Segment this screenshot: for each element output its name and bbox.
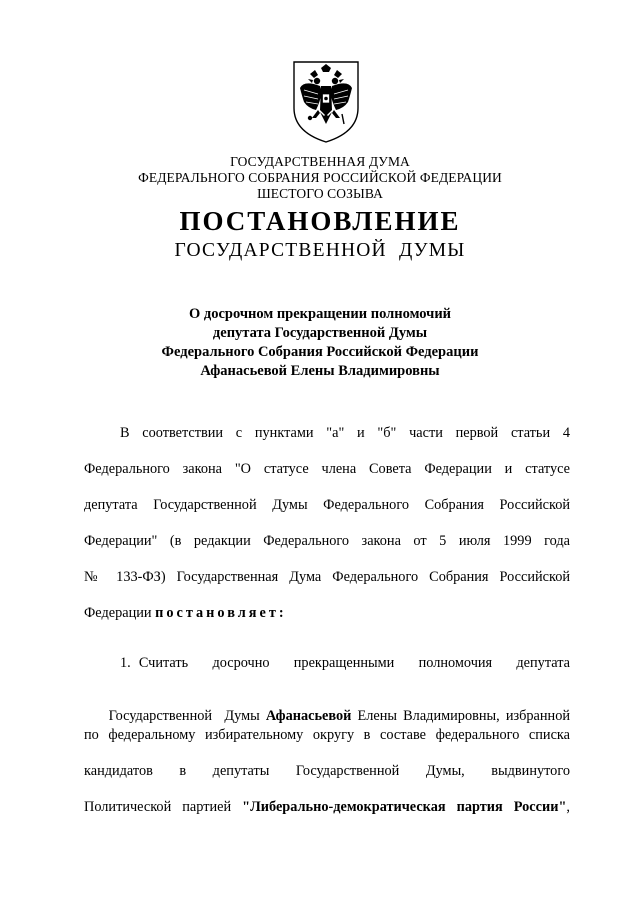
- subject-line-4: Афанасьевой Елены Владимировны: [200, 363, 440, 379]
- issuer-line-3: ШЕСТОГО СОЗЫВА: [257, 186, 383, 201]
- preamble-line-3: депутата Государственной Думы Федерального Собрания Российской: [84, 497, 570, 513]
- issuer-line-2: ФЕДЕРАЛЬНОГО СОБРАНИЯ РОССИЙСКОЙ ФЕДЕРАЦИИ: [138, 170, 502, 185]
- point-1-line-3: по федеральному избирательному округу в составе федерального списка: [84, 727, 570, 743]
- preamble-line-6: [84, 605, 570, 622]
- point-1-line-4: кандидатов в депутаты Государственной Думы, выдвинутого: [84, 763, 570, 779]
- document-subject: [0, 305, 640, 381]
- coat-of-arms-icon: [290, 58, 362, 144]
- preamble-line-4: Федерации" (в редакции Федерального закона от 5 июля 1999 года: [84, 533, 570, 549]
- subject-line-3: Федерального Собрания Российской Федерации: [161, 344, 479, 360]
- point-1-line-2-a: Государственной Думы: [108, 708, 266, 724]
- resolves-word: постановляет:: [155, 605, 287, 621]
- subject-line-1: О досрочном прекращении полномочий: [188, 306, 452, 322]
- point-1-line-5-b: ,: [566, 799, 570, 815]
- document-title: ПОСТАНОВЛЕНИЕ: [179, 206, 461, 236]
- point-1-line-2-b: Елены Владимировны, избранной: [351, 708, 570, 724]
- preamble-line-6-start: Федерации: [84, 605, 156, 621]
- preamble-line-5: № 133-ФЗ) Государственная Дума Федерального Собрания Российской: [84, 569, 570, 585]
- subject-line-2: депутата Государственной Думы: [212, 325, 428, 341]
- point-1-line-1: 1. Считать досрочно прекращенными полномочия депутата: [120, 655, 570, 671]
- point-1-line-5-a: Политической партией: [84, 799, 243, 815]
- party-name: "Либерально-демократическая партия России": [242, 799, 567, 815]
- document-subtitle: ГОСУДАРСТВЕННОЙ ДУМЫ: [174, 240, 466, 261]
- deputy-surname: Афанасьевой: [265, 708, 352, 724]
- preamble-line-1: В соответствии с пунктами "а" и "б" части первой статьи 4: [120, 425, 570, 441]
- issuer-header: [0, 154, 640, 202]
- preamble-line-2: Федерального закона "О статусе члена Совета Федерации и статусе: [84, 461, 570, 477]
- issuer-line-1: ГОСУДАРСТВЕННАЯ ДУМА: [230, 154, 410, 169]
- point-1-line-5: [84, 799, 570, 816]
